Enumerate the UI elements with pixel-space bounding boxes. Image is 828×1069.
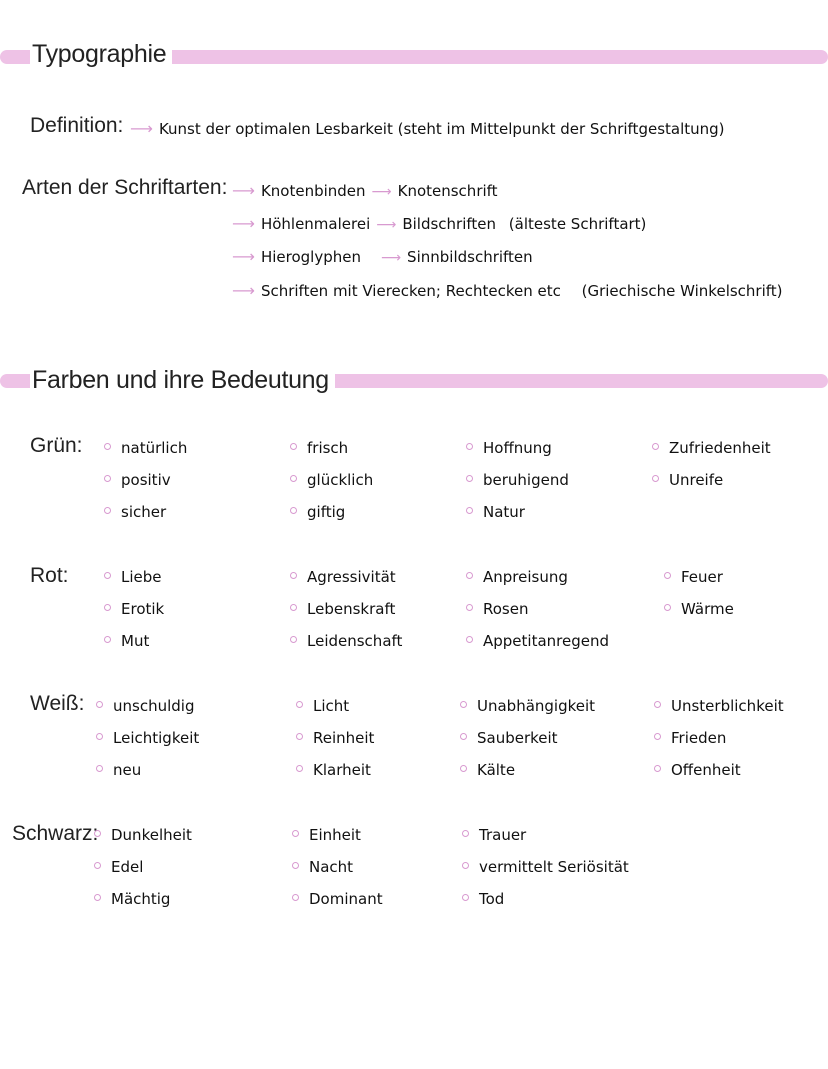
list-item: natürlich [104, 432, 187, 464]
list-item: Erotik [104, 593, 164, 625]
type-row [232, 247, 533, 266]
red-column-4 [664, 561, 734, 625]
type-from: Knotenbinden [260, 182, 366, 200]
list-item: Dunkelheit [94, 819, 192, 851]
bullet-icon [460, 733, 467, 740]
list-item: Klarheit [296, 754, 374, 786]
bullet-icon [462, 894, 469, 901]
color-label-green: Grün: [30, 434, 83, 457]
type-row [232, 181, 498, 200]
bullet-icon [462, 862, 469, 869]
list-item: Einheit [292, 819, 383, 851]
list-item: Kälte [460, 754, 595, 786]
type-to: Bildschriften [402, 215, 497, 233]
color-label-red: Rot: [30, 564, 69, 587]
arrow-icon: ⟶ [371, 184, 392, 200]
type-from: Hieroglyphen [260, 248, 361, 266]
list-item: Lebenskraft [290, 593, 402, 625]
list-item: neu [96, 754, 199, 786]
color-label-white: Weiß: [30, 692, 85, 715]
bullet-icon [104, 604, 111, 611]
definition-value: Kunst der optimalen Lesbarkeit (steht im Mittelpunkt der Schriftgestaltung) [158, 120, 725, 138]
bullet-icon [466, 475, 473, 482]
list-item: sicher [104, 496, 187, 528]
type-note: (Griechische Winkelschrift) [581, 282, 783, 300]
green-column-1 [104, 432, 187, 528]
bullet-icon [296, 701, 303, 708]
bullet-icon [460, 765, 467, 772]
types-label: Arten der Schriftarten: [22, 176, 228, 199]
list-item: Offenheit [654, 754, 784, 786]
bullet-icon [96, 765, 103, 772]
definition-label: Definition: [30, 114, 124, 137]
list-item: Rosen [466, 593, 609, 625]
arrow-icon: ⟶ [232, 247, 255, 266]
typography-heading: Typographie [30, 40, 172, 69]
arrow-icon: ⟶ [130, 119, 153, 138]
list-item: Natur [466, 496, 569, 528]
bullet-icon [654, 765, 661, 772]
bullet-icon [96, 733, 103, 740]
green-column-2 [290, 432, 373, 528]
list-item: giftig [290, 496, 373, 528]
list-item: Zufriedenheit [652, 432, 771, 464]
list-item: Sauberkeit [460, 722, 595, 754]
bullet-icon [290, 572, 297, 579]
bullet-icon [466, 507, 473, 514]
list-item: Leichtigkeit [96, 722, 199, 754]
list-item: positiv [104, 464, 187, 496]
arrow-icon: ⟶ [232, 181, 255, 200]
type-to: Knotenschrift [397, 182, 498, 200]
bullet-icon [104, 636, 111, 643]
red-column-3 [466, 561, 609, 657]
type-note: (älteste Schriftart) [508, 215, 647, 233]
list-item: Wärme [664, 593, 734, 625]
bullet-icon [652, 443, 659, 450]
bullet-icon [104, 507, 111, 514]
black-column-1 [94, 819, 192, 915]
bullet-icon [292, 830, 299, 837]
bullet-icon [466, 443, 473, 450]
list-item: Reinheit [296, 722, 374, 754]
bullet-icon [104, 443, 111, 450]
list-item: Unsterblichkeit [654, 690, 784, 722]
bullet-icon [292, 862, 299, 869]
red-column-2 [290, 561, 402, 657]
bullet-icon [292, 894, 299, 901]
list-item: Licht [296, 690, 374, 722]
bullet-icon [466, 604, 473, 611]
bullet-icon [96, 701, 103, 708]
white-column-2 [296, 690, 374, 786]
bullet-icon [654, 701, 661, 708]
green-column-3 [466, 432, 569, 528]
color-label-black: Schwarz: [12, 822, 99, 845]
green-column-4 [652, 432, 771, 496]
white-column-1 [96, 690, 199, 786]
bullet-icon [462, 830, 469, 837]
bullet-icon [466, 636, 473, 643]
list-item: Mut [104, 625, 164, 657]
list-item: Nacht [292, 851, 383, 883]
colors-heading: Farben und ihre Bedeutung [30, 366, 335, 395]
white-column-4 [654, 690, 784, 786]
bullet-icon [94, 830, 101, 837]
black-column-2 [292, 819, 383, 915]
bullet-icon [94, 862, 101, 869]
list-item: Anpreisung [466, 561, 609, 593]
list-item: Edel [94, 851, 192, 883]
bullet-icon [290, 475, 297, 482]
type-from: Höhlenmalerei [260, 215, 371, 233]
list-item: Frieden [654, 722, 784, 754]
bullet-icon [290, 636, 297, 643]
arrow-icon: ⟶ [376, 217, 397, 233]
list-item: Dominant [292, 883, 383, 915]
list-item: Agressivität [290, 561, 402, 593]
type-to: Sinnbildschriften [407, 248, 533, 266]
list-item: frisch [290, 432, 373, 464]
list-item: Appetitanregend [466, 625, 609, 657]
white-column-3 [460, 690, 595, 786]
bullet-icon [290, 604, 297, 611]
red-column-1 [104, 561, 164, 657]
list-item: Tod [462, 883, 629, 915]
type-row [232, 281, 783, 300]
arrow-icon: ⟶ [232, 214, 255, 233]
bullet-icon [296, 733, 303, 740]
bullet-icon [664, 572, 671, 579]
bullet-icon [94, 894, 101, 901]
list-item: Feuer [664, 561, 734, 593]
bullet-icon [466, 572, 473, 579]
bullet-icon [654, 733, 661, 740]
bullet-icon [104, 572, 111, 579]
list-item: Leidenschaft [290, 625, 402, 657]
list-item: Hoffnung [466, 432, 569, 464]
list-item: vermittelt Seriösität [462, 851, 629, 883]
bullet-icon [652, 475, 659, 482]
type-from: Schriften mit Vierecken; Rechtecken etc [260, 282, 561, 300]
arrow-icon: ⟶ [380, 250, 402, 266]
bullet-icon [460, 701, 467, 708]
bullet-icon [664, 604, 671, 611]
list-item: beruhigend [466, 464, 569, 496]
bullet-icon [290, 507, 297, 514]
list-item: Trauer [462, 819, 629, 851]
list-item: glücklich [290, 464, 373, 496]
list-item: Liebe [104, 561, 164, 593]
list-item: Mächtig [94, 883, 192, 915]
list-item: unschuldig [96, 690, 199, 722]
bullet-icon [104, 475, 111, 482]
bullet-icon [296, 765, 303, 772]
arrow-icon: ⟶ [232, 281, 255, 300]
list-item: Unreife [652, 464, 771, 496]
black-column-3 [462, 819, 629, 915]
bullet-icon [290, 443, 297, 450]
list-item: Unabhängigkeit [460, 690, 595, 722]
definition-text [130, 119, 725, 138]
type-row [232, 214, 646, 233]
